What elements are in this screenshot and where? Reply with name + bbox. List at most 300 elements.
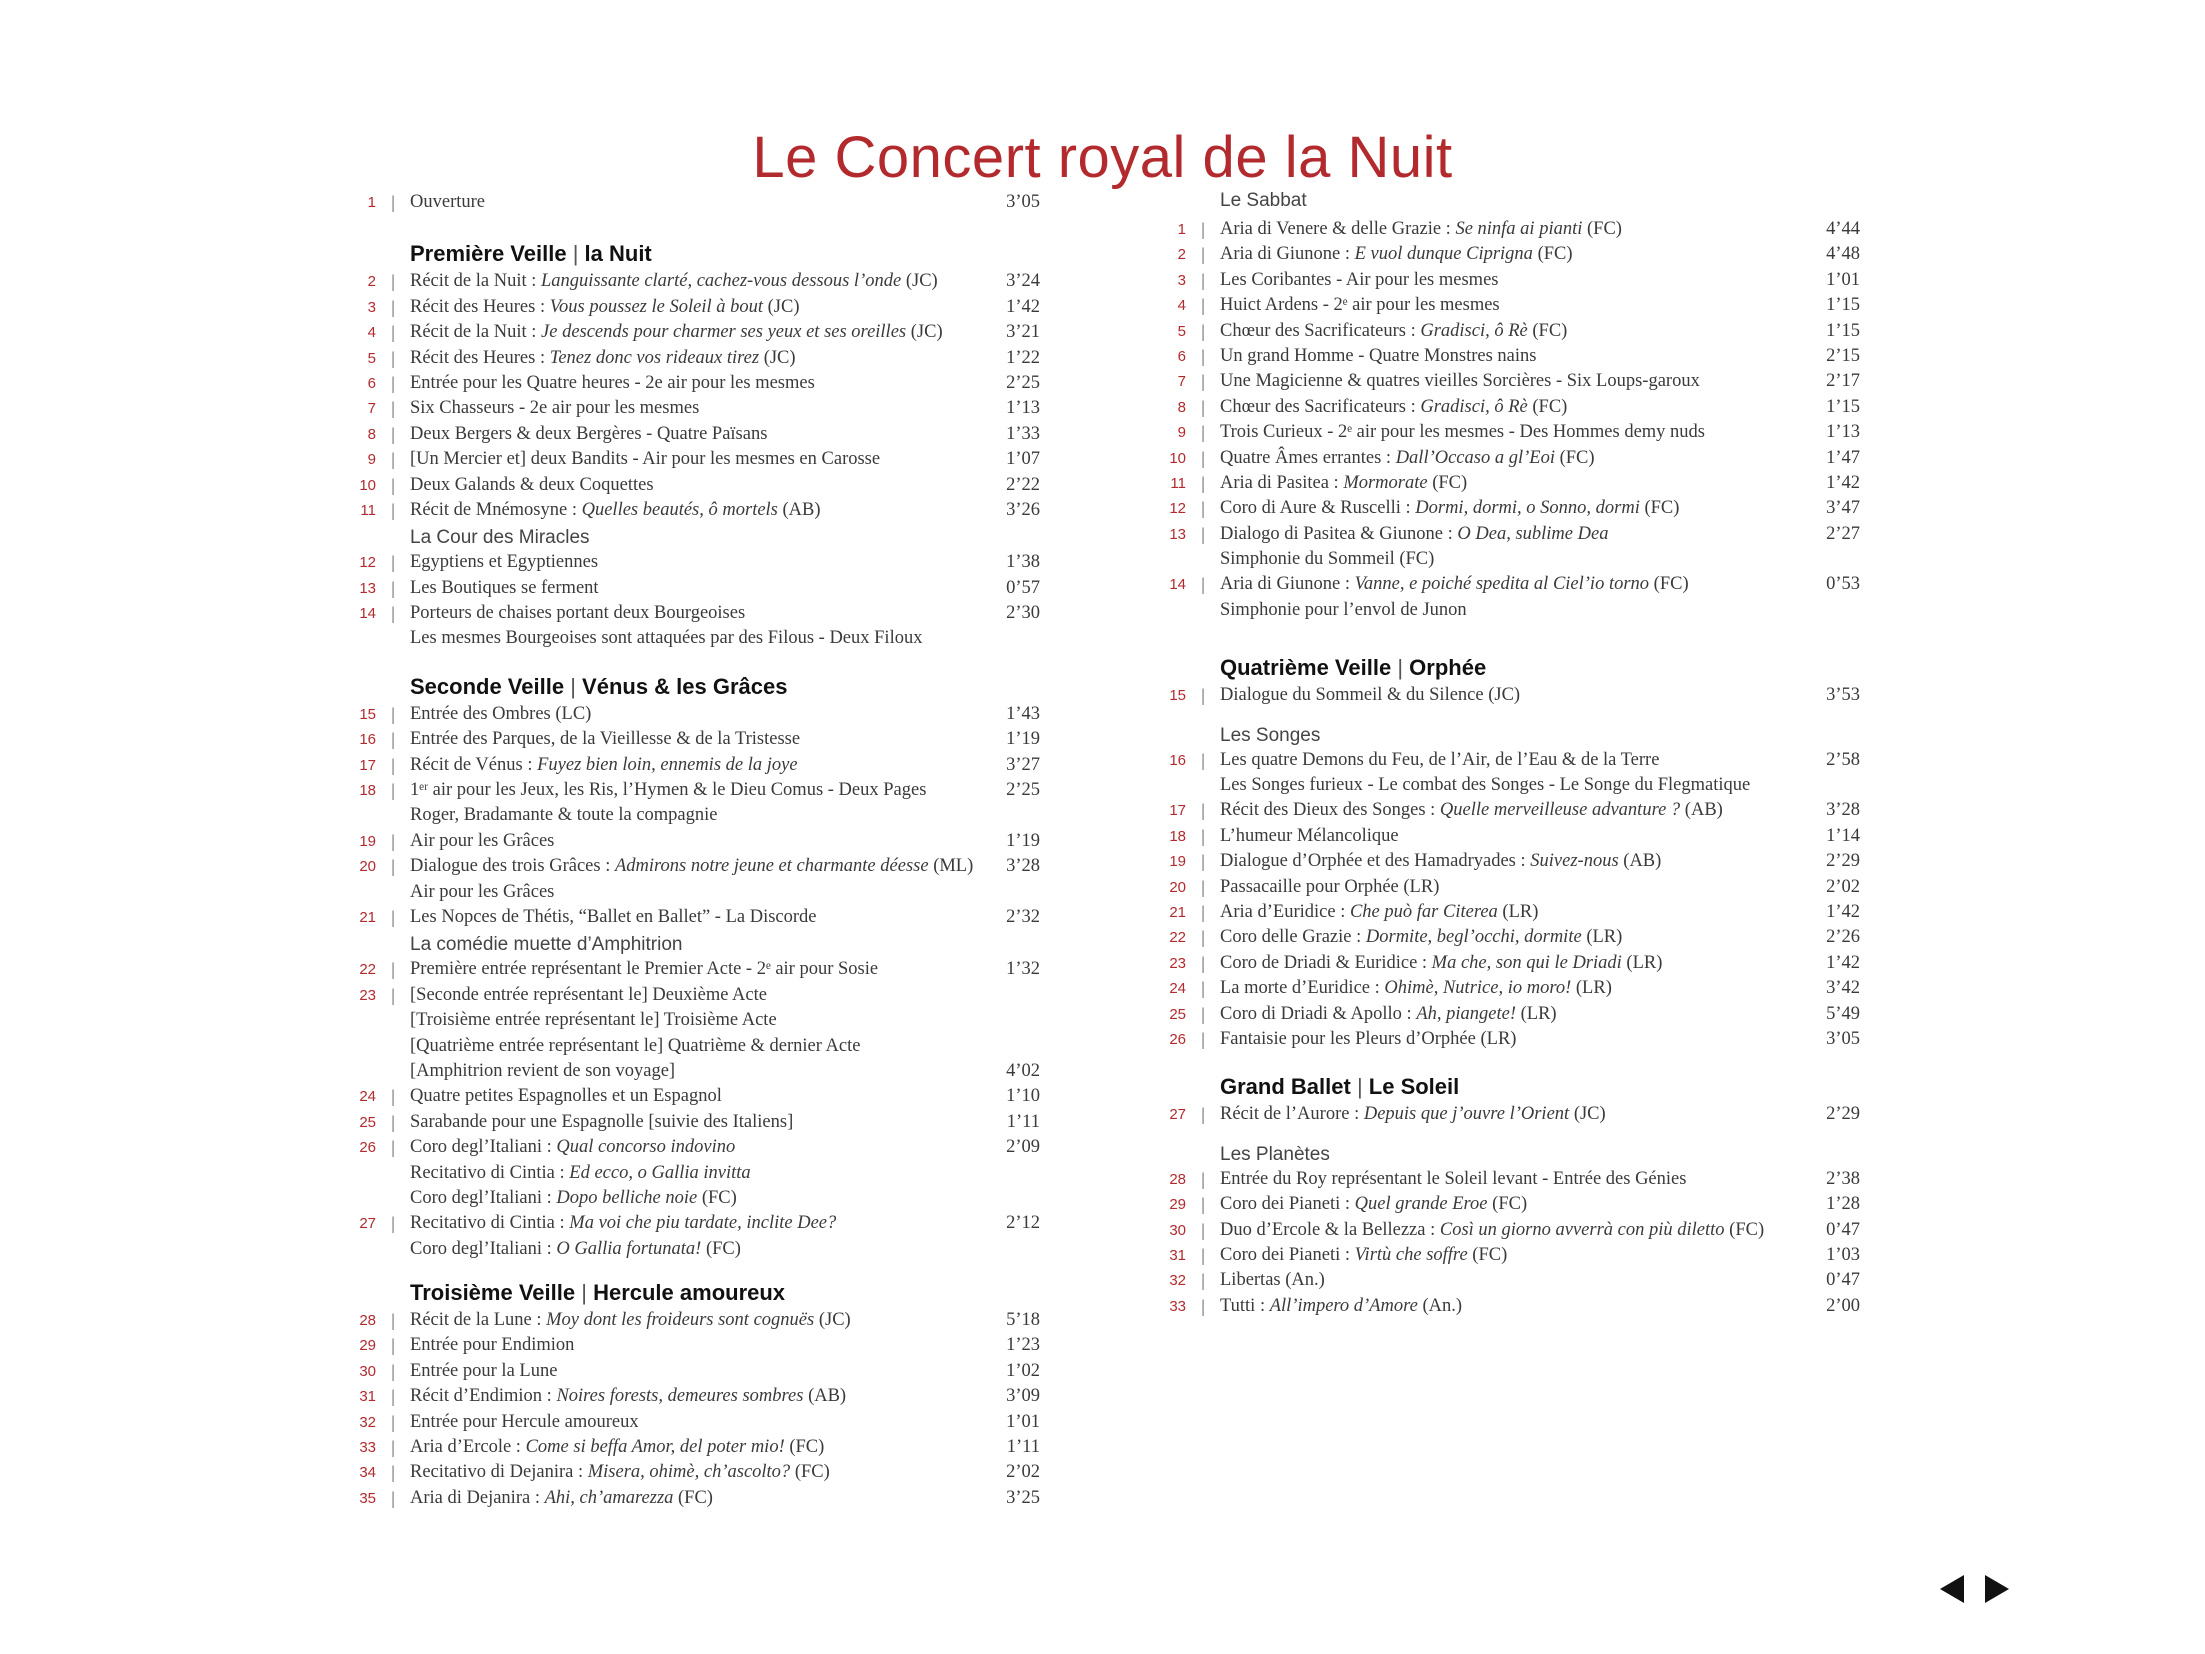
track-separator: | xyxy=(1201,825,1205,846)
track-separator: | xyxy=(391,347,395,368)
track-duration: 1’43 xyxy=(1006,703,1040,724)
track-duration: 0’47 xyxy=(1826,1219,1860,1240)
track-separator: | xyxy=(1201,927,1205,948)
spacer xyxy=(1160,1128,1860,1140)
track-duration: 1’42 xyxy=(1826,472,1860,493)
track-title xyxy=(1220,1027,1516,1052)
track-title-part: Roger, Bradamante & toute la compagnie xyxy=(410,805,718,826)
track-separator: | xyxy=(391,984,395,1005)
track-title-part: (FC) xyxy=(1532,244,1573,265)
track-number: 19 xyxy=(359,832,376,850)
track-number: 15 xyxy=(359,705,376,723)
track-duration: 1’13 xyxy=(1826,422,1860,443)
track-title-part: (JC) xyxy=(1569,1104,1606,1125)
track-duration: 0’53 xyxy=(1826,574,1860,595)
track-title-part: Aria di Giunone : xyxy=(1220,574,1355,595)
track-title-part: Simphonie pour l’envol de Junon xyxy=(1220,599,1467,620)
track-title-part: Récit des Heures : xyxy=(410,347,550,368)
track-title-italic: Dormite, begl’occhi, dormite xyxy=(1365,927,1582,948)
track-separator: | xyxy=(391,1437,395,1458)
track-title-part: Récit de Vénus : xyxy=(410,754,538,775)
track-row xyxy=(350,550,1040,575)
section-heading-title: Grand Ballet xyxy=(1220,1074,1351,1100)
track-title-italic: Fuyez bien loin, ennemis de la joye xyxy=(537,754,798,775)
track-title-part: Récit de la Lune : xyxy=(410,1310,547,1331)
track-title-italic: Ma voi che piu tardate, inclite Dee? xyxy=(569,1213,837,1234)
track-number: 5 xyxy=(367,349,376,367)
track-row xyxy=(1160,1192,1860,1217)
track-separator: | xyxy=(1201,1104,1205,1125)
track-row xyxy=(350,190,1040,215)
track-title-part: Dialogue des trois Grâces : xyxy=(410,856,615,877)
track-title-part: Récit de l’Aurore : xyxy=(1220,1104,1364,1125)
track-number: 31 xyxy=(1169,1246,1186,1264)
track-title-part: Entrée pour les Quatre heures - 2e air pour les mesmes xyxy=(410,372,815,393)
track-title-part: L’humeur Mélancolique xyxy=(1220,825,1399,846)
track-title-italic: Dall’Occaso a gl’Eoi xyxy=(1395,447,1555,468)
track-title xyxy=(410,498,821,523)
track-title-italic: Quelle merveilleuse advanture ? xyxy=(1439,800,1681,821)
track-number: 21 xyxy=(359,908,376,926)
track-title xyxy=(1220,1002,1557,1027)
track-separator: | xyxy=(1201,574,1205,595)
track-title-italic: Ed ecco, o Gallia invitta xyxy=(569,1162,751,1183)
track-row xyxy=(1160,1102,1860,1127)
track-row xyxy=(350,1435,1040,1460)
track-row xyxy=(1160,293,1860,318)
track-title-italic: Moy dont les froideurs sont cognuës xyxy=(546,1310,815,1331)
track-duration: 4’48 xyxy=(1826,244,1860,265)
track-row xyxy=(350,371,1040,396)
track-number: 4 xyxy=(1177,297,1186,315)
track-title-part: Coro de Driadi & Euridice : xyxy=(1220,952,1432,973)
track-row xyxy=(1160,446,1860,471)
track-row xyxy=(1160,1167,1860,1192)
track-duration: 2’09 xyxy=(1006,1137,1040,1158)
section-heading-subtitle: Le Soleil xyxy=(1368,1074,1460,1100)
track-duration: 3’28 xyxy=(1826,800,1860,821)
track-number: 32 xyxy=(359,1413,376,1431)
track-title xyxy=(1220,572,1689,597)
track-duration: 2’02 xyxy=(1006,1462,1040,1483)
track-row xyxy=(1160,1243,1860,1268)
track-title-part: [Seconde entrée représentant le] Deuxième Acte xyxy=(410,984,767,1005)
track-duration: 1’15 xyxy=(1826,396,1860,417)
track-title xyxy=(410,371,815,396)
track-duration: 3’09 xyxy=(1006,1386,1040,1407)
track-title-part: (JC) xyxy=(814,1310,851,1331)
track-title-part: Simphonie du Sommeil (FC) xyxy=(1220,549,1435,570)
track-number: 17 xyxy=(359,756,376,774)
track-title-part: Coro di Driadi & Apollo : xyxy=(1220,1003,1417,1024)
track-number: 16 xyxy=(1169,751,1186,769)
section-heading xyxy=(1160,1068,1860,1102)
track-title-italic: Così un giorno avverrà con più diletto xyxy=(1439,1219,1725,1240)
track-separator: | xyxy=(391,703,395,724)
track-title xyxy=(1220,217,1622,242)
track-title-italic: Depuis que j’ouvre l’Orient xyxy=(1363,1104,1570,1125)
track-title-part: (JC) xyxy=(906,322,943,343)
track-separator: | xyxy=(1201,1194,1205,1215)
track-duration: 0’47 xyxy=(1826,1270,1860,1291)
track-title xyxy=(410,1008,777,1033)
track-title-part: 1ᵉʳ air pour les Jeux, les Ris, l’Hymen & le Dieu Comus - Deux Pages xyxy=(410,780,927,801)
track-title-part: Huict Ardens - 2ᵉ air pour les mesmes xyxy=(1220,295,1500,316)
track-title xyxy=(410,447,880,472)
track-continuation xyxy=(350,803,1040,828)
track-title-italic: Quelles beautés, ô mortels xyxy=(581,499,778,520)
track-separator: | xyxy=(391,603,395,624)
track-row xyxy=(350,1308,1040,1333)
track-separator: | xyxy=(391,1386,395,1407)
track-title-italic: E vuol dunque Ciprigna xyxy=(1354,244,1533,265)
track-row xyxy=(350,269,1040,294)
track-number: 1 xyxy=(367,194,376,211)
track-duration: 1’42 xyxy=(1826,901,1860,922)
track-separator: | xyxy=(391,1137,395,1158)
section-heading-subtitle: la Nuit xyxy=(584,241,652,267)
track-title xyxy=(410,983,767,1008)
track-separator: | xyxy=(1201,876,1205,897)
track-continuation xyxy=(350,1034,1040,1059)
track-duration: 2’25 xyxy=(1006,780,1040,801)
track-title-italic: O Gallia fortunata! xyxy=(556,1238,702,1259)
track-title-part: (FC) xyxy=(1527,396,1568,417)
track-number: 10 xyxy=(1169,449,1186,467)
previous-page-button[interactable] xyxy=(1940,1575,1964,1605)
track-title-italic: Languissante clarté, cachez-vous dessous l’onde xyxy=(541,271,902,292)
track-duration: 1’07 xyxy=(1006,449,1040,470)
track-duration: 3’21 xyxy=(1006,322,1040,343)
track-continuation xyxy=(350,880,1040,905)
track-separator: | xyxy=(391,856,395,877)
track-separator: | xyxy=(1201,523,1205,544)
track-title xyxy=(410,422,767,447)
track-row xyxy=(350,447,1040,472)
track-title xyxy=(410,1110,793,1135)
track-row xyxy=(350,1211,1040,1236)
track-title-part: Sarabande pour une Espagnolle [suivie des Italiens] xyxy=(410,1111,794,1132)
track-duration: 1’38 xyxy=(1006,552,1040,573)
section-heading-separator: | xyxy=(1397,655,1404,681)
track-separator: | xyxy=(1201,295,1205,316)
track-title-part: Les quatre Demons du Feu, de l’Air, de l’Eau & de la Terre xyxy=(1220,749,1660,770)
track-title-part: Quatre petites Espagnolles et un Espagnol xyxy=(410,1086,722,1107)
track-number: 5 xyxy=(1177,322,1186,340)
track-row xyxy=(1160,824,1860,849)
track-duration: 1’19 xyxy=(1006,830,1040,851)
triangle-right-icon[interactable] xyxy=(1985,1575,2009,1603)
section-heading-separator: | xyxy=(570,673,576,699)
track-title-part: Recitativo di Cintia : xyxy=(410,1162,570,1183)
track-title-part: (AB) xyxy=(1618,851,1662,872)
track-title-part: Entrée pour Endimion xyxy=(410,1335,575,1356)
track-separator: | xyxy=(391,398,395,419)
track-title-part: Aria di Venere & delle Grazie : xyxy=(1220,219,1456,239)
track-title-part: Chœur des Sacrificateurs : xyxy=(1220,320,1421,341)
track-row xyxy=(350,601,1040,626)
track-separator: | xyxy=(1201,1244,1205,1265)
track-title-italic: Se ninfa ai pianti xyxy=(1455,219,1583,239)
track-number: 17 xyxy=(1169,802,1186,820)
track-title-part: Coro delle Grazie : xyxy=(1220,927,1366,948)
track-title xyxy=(1220,496,1679,521)
track-title-part: Aria di Giunone : xyxy=(1220,244,1355,265)
track-duration: 2’00 xyxy=(1826,1295,1860,1316)
track-duration: 3’53 xyxy=(1826,685,1860,706)
track-title-part: (FC) xyxy=(1554,447,1595,468)
track-duration: 2’25 xyxy=(1006,372,1040,393)
track-title-italic: Dopo belliche noie xyxy=(556,1187,698,1208)
track-title-italic: Misera, ohimè, ch’ascolto? xyxy=(587,1462,791,1483)
track-row xyxy=(350,320,1040,345)
track-title-part: Ouverture xyxy=(410,192,485,212)
track-number: 24 xyxy=(359,1088,376,1106)
track-title-italic: Come si beffa Amor, del poter mio! xyxy=(525,1437,785,1458)
track-title xyxy=(410,753,798,778)
track-title-part: Coro dei Pianeti : xyxy=(1220,1244,1355,1265)
track-row xyxy=(350,983,1040,1008)
track-title xyxy=(1220,395,1567,420)
track-title xyxy=(410,346,796,371)
track-title xyxy=(1220,1268,1325,1293)
track-duration: 5’49 xyxy=(1826,1003,1860,1024)
track-title xyxy=(1220,1167,1686,1192)
track-title xyxy=(1220,824,1399,849)
track-number: 15 xyxy=(1169,687,1186,705)
track-title-part: Dialogue d’Orphée et des Hamadryades : xyxy=(1220,851,1531,872)
track-title xyxy=(410,601,745,626)
track-title xyxy=(410,320,943,345)
track-row xyxy=(350,1110,1040,1135)
track-title-part: Un grand Homme - Quatre Monstres nains xyxy=(1220,345,1537,366)
section-subheading: La comédie muette d’Amphitrion xyxy=(410,934,683,956)
track-duration: 1’42 xyxy=(1826,952,1860,973)
track-title-part: (LR) xyxy=(1581,927,1623,948)
track-separator: | xyxy=(391,906,395,927)
track-number: 11 xyxy=(1170,474,1186,492)
track-title-part: (LR) xyxy=(1621,952,1663,973)
track-title-part: (JC) xyxy=(901,271,938,292)
next-page-button[interactable] xyxy=(1985,1575,2009,1605)
track-duration: 1’33 xyxy=(1006,423,1040,444)
track-separator: | xyxy=(391,1462,395,1483)
track-title xyxy=(410,1359,557,1384)
track-separator: | xyxy=(1201,685,1205,706)
track-title xyxy=(1220,875,1439,900)
track-title-part: Air pour les Grâces xyxy=(410,830,555,851)
track-title xyxy=(1220,471,1467,496)
section-heading-subtitle: Vénus & les Grâces xyxy=(582,673,788,699)
track-title xyxy=(410,727,800,752)
track-number: 16 xyxy=(359,731,376,749)
track-number: 19 xyxy=(1169,853,1186,871)
track-title xyxy=(410,1135,735,1160)
track-title xyxy=(1220,344,1537,369)
track-title-part: Dialogue du Sommeil & du Silence (JC) xyxy=(1220,685,1521,706)
track-separator: | xyxy=(391,449,395,470)
track-title xyxy=(1220,1102,1606,1127)
track-title-part: Passacaille pour Orphée (LR) xyxy=(1220,876,1440,897)
track-number: 33 xyxy=(359,1439,376,1457)
track-duration: 1’42 xyxy=(1006,296,1040,317)
track-title-part: Récit de Mnémosyne : xyxy=(410,499,582,520)
track-title-part: Egyptiens et Egyptiennes xyxy=(410,552,599,573)
spacer xyxy=(350,215,1040,235)
track-duration: 4’44 xyxy=(1826,219,1860,239)
track-row xyxy=(1160,217,1860,242)
track-separator: | xyxy=(391,192,395,212)
track-title-part: Les Coribantes - Air pour les mesmes xyxy=(1220,269,1499,290)
spacer xyxy=(350,652,1040,668)
track-row xyxy=(1160,496,1860,521)
track-title-part: Coro dei Pianeti : xyxy=(1220,1194,1355,1215)
track-duration: 1’03 xyxy=(1826,1244,1860,1265)
track-title-part: (FC) xyxy=(1527,320,1568,341)
track-title-part: (FC) xyxy=(697,1187,737,1208)
track-duration: 1’32 xyxy=(1006,959,1040,980)
track-separator: | xyxy=(1201,371,1205,392)
track-continuation xyxy=(1160,598,1860,623)
section-subheading: Le Sabbat xyxy=(1220,190,1307,211)
track-title-part: (An.) xyxy=(1417,1295,1463,1316)
track-number: 27 xyxy=(1169,1106,1186,1124)
track-row xyxy=(350,1333,1040,1358)
track-title-part: Les Boutiques se ferment xyxy=(410,577,599,598)
track-number: 20 xyxy=(359,858,376,876)
track-separator: | xyxy=(391,423,395,444)
track-title xyxy=(410,295,800,320)
track-separator: | xyxy=(391,1335,395,1356)
track-number: 32 xyxy=(1169,1272,1186,1290)
track-duration: 2’15 xyxy=(1826,345,1860,366)
track-title-part: Coro di Aure & Ruscelli : xyxy=(1220,498,1416,519)
track-title-part: Aria di Dejanira : xyxy=(410,1487,545,1508)
track-title-italic: Vous poussez le Soleil à bout xyxy=(549,296,764,317)
track-row xyxy=(350,957,1040,982)
track-number: 28 xyxy=(359,1312,376,1330)
track-row xyxy=(350,1359,1040,1384)
track-title xyxy=(410,1161,751,1186)
track-number: 24 xyxy=(1169,980,1186,998)
track-title-part: Récit des Heures : xyxy=(410,296,550,317)
track-row xyxy=(1160,976,1860,1001)
section-heading-subtitle: Hercule amoureux xyxy=(593,1280,786,1306)
track-number: 12 xyxy=(359,554,376,572)
track-row xyxy=(1160,420,1860,445)
section-heading xyxy=(1160,649,1860,683)
track-number: 25 xyxy=(1169,1005,1186,1023)
track-title xyxy=(410,803,718,828)
tracklist-left-column xyxy=(350,190,1040,1511)
track-duration: 4’02 xyxy=(1006,1060,1040,1081)
track-title-part: (FC) xyxy=(1427,472,1468,493)
track-continuation xyxy=(350,1008,1040,1033)
track-row xyxy=(350,854,1040,879)
track-title xyxy=(1220,900,1538,925)
track-separator: | xyxy=(391,1111,395,1132)
track-separator: | xyxy=(1201,1295,1205,1316)
track-title-part: Dialogo di Pasitea & Giunone : xyxy=(1220,523,1458,544)
track-title-part: Récit de la Nuit : xyxy=(410,271,542,292)
track-title-part: Fantaisie pour les Pleurs d’Orphée (LR) xyxy=(1220,1028,1517,1049)
track-duration: 2’26 xyxy=(1826,927,1860,948)
track-row xyxy=(350,346,1040,371)
track-title-part: Entrée pour la Lune xyxy=(410,1360,558,1381)
track-separator: | xyxy=(1201,1168,1205,1189)
track-title-italic: Je descends pour charmer ses yeux et ses oreilles xyxy=(541,322,907,343)
section-heading-title: Troisième Veille xyxy=(410,1280,576,1306)
track-title-italic: Noires forests, demeures sombres xyxy=(556,1386,804,1407)
track-title xyxy=(410,269,938,294)
track-number: 6 xyxy=(1177,347,1186,365)
track-title xyxy=(1220,798,1723,823)
track-title xyxy=(410,1410,639,1435)
track-duration: 1’15 xyxy=(1826,320,1860,341)
track-row xyxy=(350,1084,1040,1109)
track-title-part: Libertas (An.) xyxy=(1220,1270,1325,1291)
track-row xyxy=(1160,1002,1860,1027)
tracklist-right-column xyxy=(1160,190,1860,1319)
track-duration: 3’05 xyxy=(1826,1028,1860,1049)
track-number: 6 xyxy=(367,374,376,392)
track-separator: | xyxy=(1201,269,1205,290)
track-title-italic: O Dea, sublime Dea xyxy=(1457,523,1609,544)
track-title-part: (LR) xyxy=(1497,901,1539,922)
track-row xyxy=(350,905,1040,930)
track-title-part: (LR) xyxy=(1571,978,1612,999)
track-title-italic: Dormi, dormi, o Sonno, dormi xyxy=(1415,498,1640,519)
track-separator: | xyxy=(1201,396,1205,417)
track-title xyxy=(1220,547,1434,572)
track-duration: 2’27 xyxy=(1826,523,1860,544)
track-duration: 1’02 xyxy=(1006,1360,1040,1381)
track-duration: 2’02 xyxy=(1826,876,1860,897)
track-duration: 3’24 xyxy=(1006,271,1040,292)
section-heading xyxy=(350,235,1040,269)
track-title-part: Deux Galands & deux Coquettes xyxy=(410,474,654,495)
section-heading xyxy=(350,1274,1040,1308)
track-title xyxy=(410,626,922,651)
track-row xyxy=(1160,522,1860,547)
track-duration: 1’47 xyxy=(1826,447,1860,468)
track-number: 8 xyxy=(367,425,376,443)
track-separator: | xyxy=(1201,749,1205,770)
track-title-part: Coro degl’Italiani : xyxy=(410,1187,557,1208)
track-number: 9 xyxy=(1177,424,1186,442)
track-row xyxy=(1160,798,1860,823)
track-separator: | xyxy=(1201,244,1205,265)
track-row xyxy=(1160,951,1860,976)
track-number: 22 xyxy=(359,961,376,979)
track-row xyxy=(1160,748,1860,773)
track-separator: | xyxy=(391,577,395,598)
track-title xyxy=(1220,925,1622,950)
track-number: 14 xyxy=(1169,576,1186,594)
track-title-part: Première entrée représentant le Premier Acte - 2ᵉ air pour Sosie xyxy=(410,959,879,980)
track-row xyxy=(350,702,1040,727)
track-row xyxy=(350,1486,1040,1511)
track-title xyxy=(410,829,554,854)
track-title-part: Aria di Pasitea : xyxy=(1220,472,1344,493)
triangle-left-icon[interactable] xyxy=(1940,1575,1964,1603)
track-title-part: Les Songes furieux - Le combat des Songes - Le Songe du Flegmatique xyxy=(1220,775,1751,796)
track-title-italic: Admirons notre jeune et charmante déesse xyxy=(614,856,929,877)
track-title xyxy=(1220,268,1498,293)
track-title xyxy=(410,702,591,727)
track-number: 4 xyxy=(367,324,376,342)
track-title xyxy=(410,1460,830,1485)
